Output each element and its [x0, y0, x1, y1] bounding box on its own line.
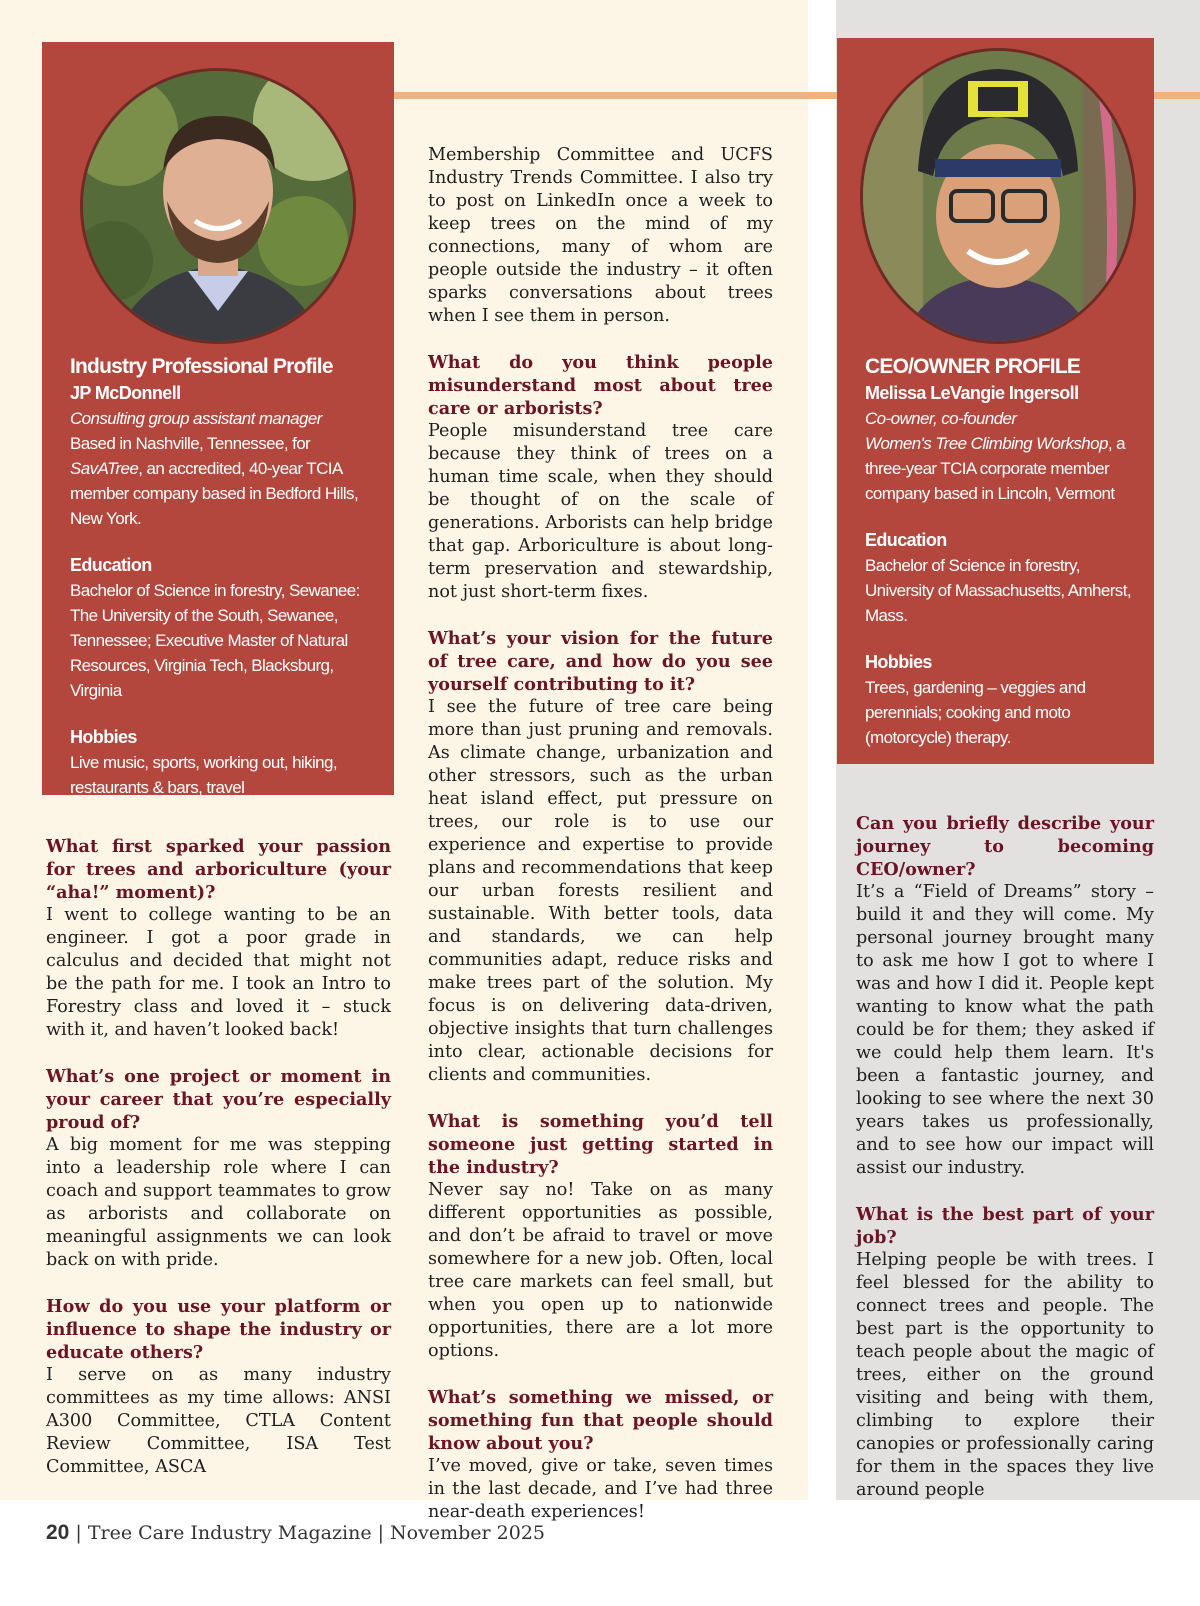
answer: I’ve moved, give or take, seven times in the last decade, and I’ve had three near-death experiences! — [428, 1456, 773, 1522]
profile-title: Consulting group assistant manager — [70, 409, 322, 428]
question: What is the best part of your job? — [856, 1204, 1154, 1248]
hobbies-heading: Hobbies — [865, 652, 932, 672]
question: How do you use your platform or influence to shape the industry or educate others? — [46, 1296, 391, 1363]
melissa-ingersoll-photo — [860, 48, 1136, 344]
ceo-owner-profile-card — [837, 38, 1154, 764]
answer: Never say no! Take on as many different opportunities as possible, and don’t be afraid to travel or move somewhere for a new job. Often, local tree care markets can feel small, but when you open up to nationwide opportunities, there are a lot more options. — [428, 1180, 773, 1361]
question: What’s your vision for the future of tree care, and how do you see yourself contributing to it? — [428, 628, 773, 695]
qa-block — [428, 351, 773, 604]
right-qa-column — [856, 812, 1154, 1525]
answer: People misunderstand tree care because they think of trees on a human time scale, when they should be thought of on the scale of generations. Arborists can help bridge that gap. Arboriculture is about long-term preservation and stewardship, not just short-term fixes. — [428, 421, 773, 602]
left-card-text — [70, 353, 384, 800]
answer: Helping people be with trees. I feel blessed for the ability to connect trees and people. The best part is the opportunity to teach people about the magic of trees, either on the ground visiting and being with them, climbing to explore their canopies or professionally caring for them in the spaces they live around people — [856, 1250, 1154, 1500]
qa-block — [46, 1295, 391, 1479]
orange-divider-rule — [394, 92, 837, 99]
answer: I see the future of tree care being more than just pruning and removals. As climate change, urbanization and other stressors, such as the urban heat island effect, put pressure on trees, our role is to use our experience and expertise to provide plans and recommendations that keep our urban forests resilient and sustainable. With better tools, data and standards, we can help communities adapt, reduce risks and make trees part of the solution. My focus is on delivering data-driven, objective insights that turn challenges into clear, actionable decisions for clients and communities. — [428, 697, 773, 1085]
hobbies-heading: Hobbies — [70, 727, 137, 747]
qa-block — [46, 835, 391, 1042]
question: What’s something we missed, or something fun that people should know about you? — [428, 1387, 773, 1454]
page-footer — [46, 1521, 545, 1545]
question: What do you think people misunderstand most about tree care or arborists? — [428, 352, 773, 419]
profile-bio — [70, 431, 384, 531]
profile-bio-suffix: , a three-year TCIA corporate member company based in Lincoln, Vermont — [865, 434, 1125, 503]
page-number: 20 — [46, 1521, 70, 1544]
hobbies-text: Live music, sports, working out, hiking, restaurants & bars, travel — [70, 753, 338, 797]
answer: I went to college wanting to be an engineer. I got a poor grade in calculus and decided that might not be the path for me. I took an Intro to Forestry class and loved it – stuck with it, and haven’t looked back! — [46, 905, 391, 1040]
profile-bio-prefix: Based in Nashville, Tennessee, for — [70, 434, 311, 453]
answer: I serve on as many industry committees as my time allows: ANSI A300 Committee, CTLA Content Review Committee, ISA Test Committee, ASCA — [46, 1365, 391, 1477]
qa-block — [428, 144, 773, 328]
education-heading: Education — [70, 555, 152, 575]
education-text: Bachelor of Science in forestry, Sewanee: The University of the South, Sewanee, Tennessee; Executive Master of Natural Resources, Virginia Tech, Blacksburg, Virginia — [70, 581, 360, 700]
middle-qa-column — [428, 144, 773, 1547]
profile-name: Melissa LeVangie Ingersoll — [865, 383, 1079, 403]
qa-block — [856, 1203, 1154, 1502]
question: What is something you’d tell someone just getting started in the industry? — [428, 1111, 773, 1178]
profile-bio-suffix: , an accredited, 40-year TCIA member company based in Bedford Hills, New York. — [70, 459, 359, 528]
profile-title: Co-owner, co-founder — [865, 409, 1017, 428]
question: What’s one project or moment in your career that you’re especially proud of? — [46, 1066, 391, 1133]
question: What first sparked your passion for trees and arboriculture (your “aha!” moment)? — [46, 836, 391, 903]
orange-divider-rule-right — [1154, 92, 1200, 99]
profile-bio-company: SavATree — [70, 459, 139, 478]
jp-mcdonnell-photo — [80, 68, 356, 344]
left-qa-column — [46, 835, 391, 1502]
hobbies-text: Trees, gardening – veggies and perennials; cooking and moto (motorcycle) therapy. — [865, 678, 1086, 747]
profile-name: JP McDonnell — [70, 383, 181, 403]
profile-heading: CEO/OWNER PROFILE — [865, 355, 1081, 378]
footer-publication: | Tree Care Industry Magazine | November 2025 — [69, 1522, 545, 1544]
education-heading: Education — [865, 530, 947, 550]
profile-bio — [865, 431, 1144, 506]
answer: It’s a “Field of Dreams” story – build it and they will come. My personal journey brought many to ask me how I got to where I was and how I did it. People kept wanting to know what the path could be for them; they asked if we could help them learn. It's been a fantastic journey, and looking to see where the next 30 years takes us professionally, and to see how our impact will assist our industry. — [856, 882, 1154, 1178]
answer: A big moment for me was stepping into a leadership role where I can coach and support teammates to grow as arborists and collaborate on meaningful assignments we can look back on with pride. — [46, 1135, 391, 1270]
industry-professional-profile-card — [42, 42, 394, 795]
qa-block — [428, 627, 773, 1087]
qa-block — [46, 1065, 391, 1272]
qa-block — [856, 812, 1154, 1180]
question: Can you briefly describe your journey to becoming CEO/owner? — [856, 813, 1154, 880]
right-card-text — [865, 353, 1144, 750]
profile-heading: Industry Professional Profile — [70, 355, 333, 378]
profile-bio-company: Women's Tree Climbing Workshop — [865, 434, 1108, 453]
qa-block — [428, 1110, 773, 1363]
answer-continued: Membership Committee and UCFS Industry Trends Committee. I also try to post on LinkedIn once a week to keep trees on the mind of my connections, many of whom are people outside the industry – it often sparks conversations about trees when I see them in person. — [428, 145, 773, 326]
qa-block — [428, 1386, 773, 1524]
education-text: Bachelor of Science in forestry, University of Massachusetts, Amherst, Mass. — [865, 556, 1131, 625]
